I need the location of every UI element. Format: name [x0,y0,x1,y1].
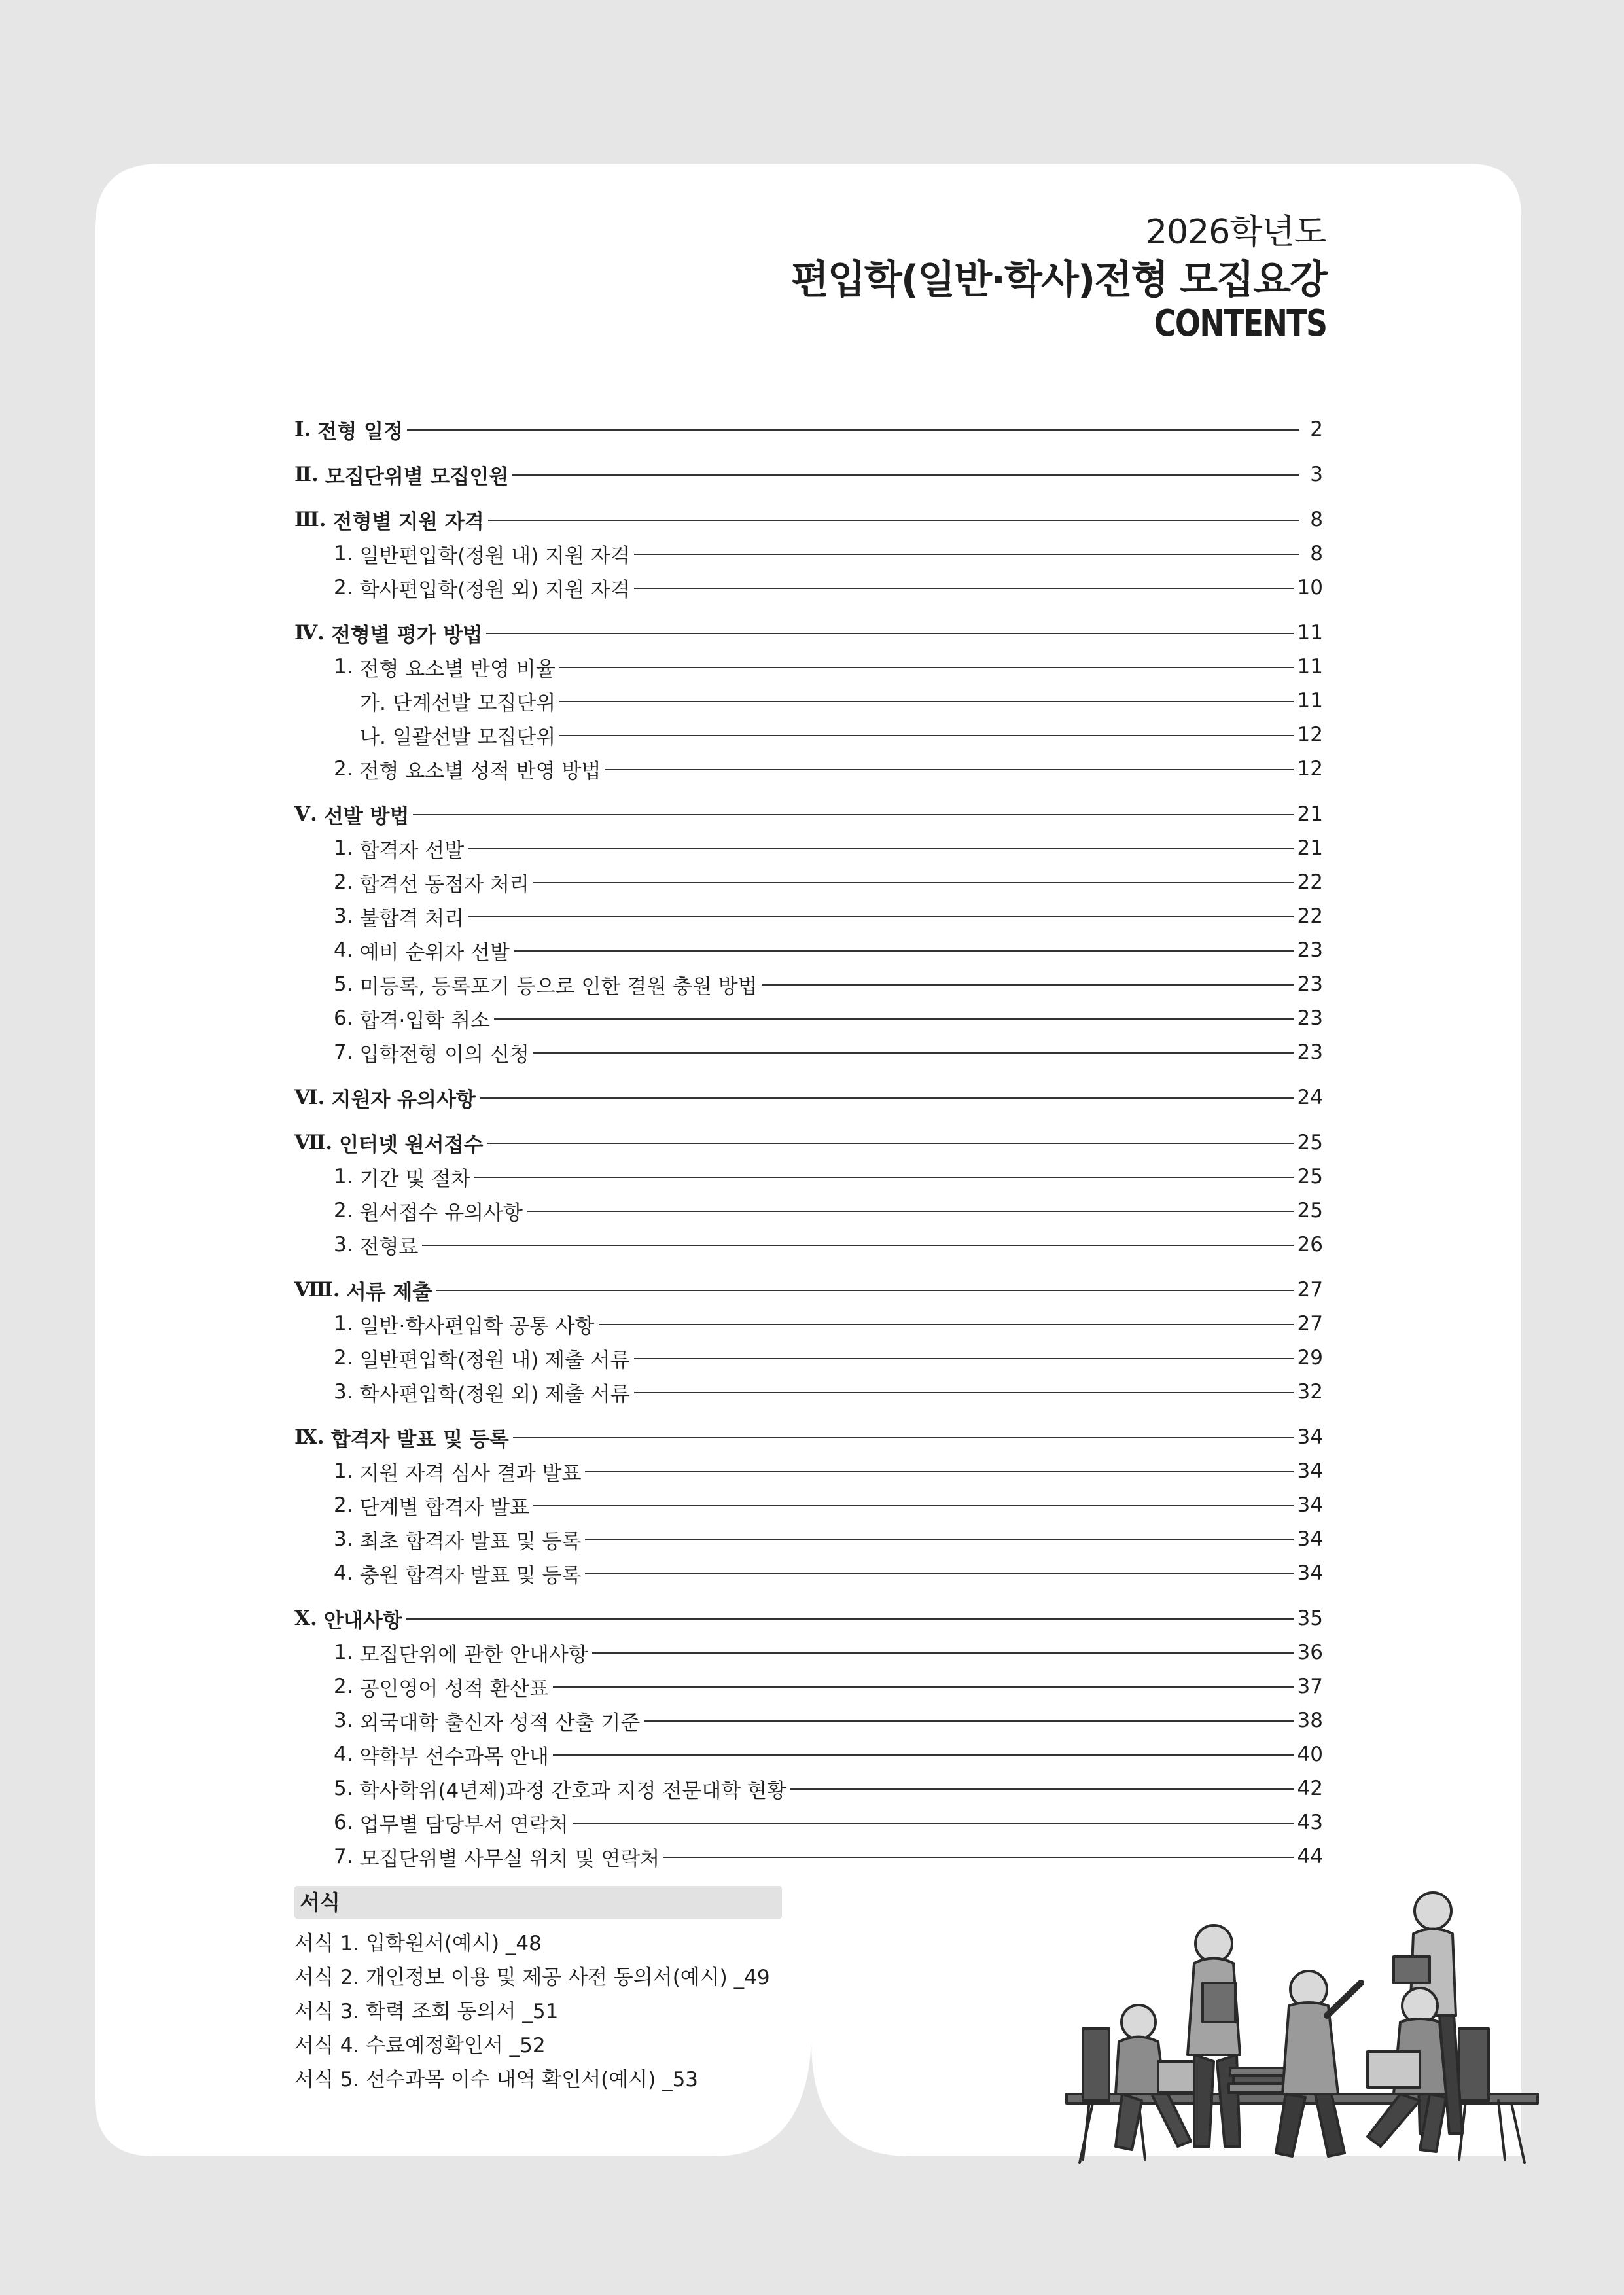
forms-list [294,1927,782,2097]
toc-entry-page: 23 [1297,938,1323,962]
toc-entry-label: 불합격 처리 [359,906,465,931]
toc-entry[interactable] [294,650,1323,684]
toc-entry-label: 일괄선발 모집단위 [392,725,556,749]
toc-entry-number: 5. [334,1777,353,1800]
toc-entry[interactable] [294,933,1323,967]
toc-leader-line [634,554,1299,555]
toc-entry[interactable] [294,831,1323,865]
toc-section [294,412,1323,446]
toc-entry-number: 1. [334,836,353,860]
toc-section [294,797,1323,1069]
toc-entry-number: 7. [334,1845,353,1868]
toc-entry-number: Ⅲ. [294,508,327,531]
toc-entry-number: 2. [334,1493,353,1517]
toc-entry-page: 11 [1297,655,1323,679]
toc-entry-number: 2. [334,1675,353,1698]
toc-entry-number: 4. [334,1561,353,1585]
toc-entry-page: 8 [1310,542,1323,565]
toc-entry-number: 7. [334,1041,353,1064]
toc-entry-label: 전형별 지원 자격 [332,510,484,534]
toc-leader-line [559,701,1293,702]
toc-entry-page: 2 [1310,418,1323,441]
toc-entry[interactable] [294,1035,1323,1069]
toc-entry-number: 1. [334,1641,353,1664]
toc-entry-page: 34 [1297,1459,1323,1483]
toc-entry-label: 약학부 선수과목 안내 [359,1745,549,1769]
toc-section [294,1080,1323,1114]
toc-section [294,1126,1323,1262]
toc-leader-line [468,916,1293,917]
toc-leader-line [512,474,1299,476]
toc-entry-label: 학사편입학(정원 외) 제출 서류 [359,1382,630,1406]
toc-entry-page: 12 [1297,757,1323,781]
toc-entry-label: 안내사항 [323,1609,402,1633]
toc-entry[interactable] [294,1556,1323,1590]
toc-entry-number: 2. [334,576,353,599]
toc-entry-number: 2. [334,1346,353,1370]
toc-leader-line [487,1143,1294,1144]
toc-leader-line [407,429,1299,431]
toc-entry-label: 인터넷 원서접수 [339,1133,484,1157]
toc-entry-label: 학사학위(4년제)과정 간호과 지정 전문대학 현황 [359,1779,786,1803]
form-item[interactable]: 서식 3. 학력 조회 동의서 _51 [294,2000,559,2023]
toc-entry-label: 일반·학사편입학 공통 사항 [359,1314,595,1338]
toc-leader-line [585,1573,1293,1574]
toc-entry-page: 3 [1310,463,1323,486]
toc-entry-label: 공인영어 성적 환산표 [359,1677,549,1701]
toc-entry-page: 43 [1297,1811,1323,1834]
toc-entry[interactable] [294,752,1323,786]
toc-entry-number: 가. [360,691,386,715]
toc-entry-page: 23 [1297,1006,1323,1030]
table-of-contents [294,412,1323,1885]
toc-entry-label: 원서접수 유의사항 [359,1201,523,1225]
toc-entry-label: 전형 요소별 성적 반영 방법 [359,759,601,783]
toc-entry-number: 3. [334,904,353,928]
toc-leader-line [406,1618,1294,1620]
toc-entry-label: 전형 요소별 반영 비율 [359,657,556,681]
form-item[interactable]: 서식 2. 개인정보 이용 및 제공 사전 동의서(예시) _49 [294,1966,770,1989]
toc-entry-number: Ⅵ. [294,1086,325,1109]
toc-leader-line [533,1505,1294,1506]
page-title: 편입학(일반·학사)전형 모집요강 [790,257,1326,303]
toc-entry-page: 36 [1297,1641,1323,1664]
toc-entry-page: 22 [1297,904,1323,928]
toc-leader-line [486,633,1293,634]
toc-entry-label: 전형 일정 [317,419,403,444]
toc-entry-page: 37 [1297,1675,1323,1698]
toc-leader-line [634,1358,1294,1359]
toc-leader-line [559,735,1293,736]
toc-entry-page: 35 [1297,1607,1323,1630]
toc-leader-line [494,1018,1294,1020]
toc-entry-label: 기간 및 절차 [359,1167,471,1191]
toc-leader-line [468,848,1293,849]
toc-leader-line [488,520,1299,521]
toc-entry[interactable] [294,1001,1323,1035]
toc-entry-label: 미등록, 등록포기 등으로 인한 결원 충원 방법 [359,974,758,999]
toc-entry[interactable] [294,1228,1323,1262]
toc-section [294,457,1323,491]
toc-entry[interactable] [294,1194,1323,1228]
forms-title: 서식 [294,1886,782,1919]
toc-entry-number: 3. [334,1380,353,1404]
toc-entry-label: 서류 제출 [346,1280,432,1304]
toc-entry-page: 12 [1297,723,1323,747]
toc-entry[interactable] [294,1601,1323,1635]
toc-entry-number: 6. [334,1006,353,1030]
toc-entry[interactable] [294,797,1323,831]
toc-entry[interactable] [294,457,1323,491]
toc-entry-label: 외국대학 출신자 성적 산출 기준 [359,1711,641,1735]
toc-entry-label: 합격·입학 취소 [359,1008,490,1033]
toc-entry-number: 나. [360,725,386,749]
toc-entry-number: Ⅶ. [294,1131,333,1154]
toc-leader-line [527,1211,1294,1212]
toc-entry-page: 21 [1297,836,1323,860]
header-year: 2026학년도 [1145,213,1326,252]
toc-entry-label: 선발 방법 [323,804,410,828]
toc-entry[interactable] [294,503,1323,537]
toc-entry-number: 5. [334,972,353,996]
toc-entry-label: 일반편입학(정원 내) 지원 자격 [359,544,630,568]
form-item[interactable]: 서식 5. 선수과목 이수 내역 확인서(예시) _53 [294,2068,699,2091]
toc-entry-label: 모집단위별 모집인원 [325,465,509,489]
toc-leader-line [762,984,1294,986]
toc-section [294,616,1323,786]
toc-entry-number: 6. [334,1811,353,1834]
toc-entry-page: 24 [1297,1086,1323,1109]
toc-entry[interactable] [294,1307,1323,1341]
toc-entry-label: 단계별 합격자 발표 [359,1495,529,1520]
toc-entry-page: 32 [1297,1380,1323,1404]
contents-heading: CONTENTS [1154,302,1326,345]
toc-entry[interactable] [294,1454,1323,1488]
toc-entry-number: Ⅹ. [294,1607,317,1630]
toc-entry-page: 25 [1297,1131,1323,1154]
toc-entry-number: 2. [334,757,353,781]
toc-entry-label: 모집단위별 사무실 위치 및 연락처 [359,1847,660,1871]
toc-entry-page: 38 [1297,1709,1323,1732]
form-item[interactable]: 서식 4. 수료예정확인서 _52 [294,2034,546,2057]
toc-leader-line [422,1245,1293,1246]
toc-entry-page: 42 [1297,1777,1323,1800]
toc-entry-page: 25 [1297,1165,1323,1188]
toc-entry[interactable] [294,412,1323,446]
toc-entry-label: 단계선발 모집단위 [392,691,556,715]
toc-entry-page: 11 [1297,689,1323,713]
toc-entry-page: 27 [1297,1278,1323,1302]
toc-entry[interactable] [294,1160,1323,1194]
toc-entry-page: 29 [1297,1346,1323,1370]
toc-entry-number: 2. [334,1199,353,1222]
toc-leader-line [599,1324,1294,1325]
toc-leader-line [514,950,1294,952]
toc-leader-line [513,1437,1294,1438]
toc-leader-line [533,882,1294,883]
toc-entry-page: 34 [1297,1425,1323,1449]
toc-entry[interactable] [294,1375,1323,1409]
toc-leader-line [559,667,1294,668]
toc-leader-line [634,1392,1294,1393]
toc-entry[interactable] [294,967,1323,1001]
toc-entry-label: 합격자 발표 및 등록 [330,1427,509,1451]
toc-entry-page: 10 [1297,576,1323,599]
toc-entry[interactable] [294,616,1323,650]
toc-leader-line [605,769,1293,770]
toc-entry[interactable] [294,1488,1323,1522]
toc-entry-page: 11 [1297,621,1323,645]
toc-entry-number: 4. [334,1743,353,1766]
toc-entry-number: 1. [334,1165,353,1188]
toc-entry[interactable] [294,571,1323,605]
forms-section [294,1886,782,2097]
toc-entry-page: 44 [1297,1845,1323,1868]
toc-entry-page: 27 [1297,1312,1323,1336]
toc-entry-number: Ⅱ. [294,463,319,486]
toc-entry-page: 8 [1310,508,1323,531]
toc-section [294,1420,1323,1590]
toc-section [294,503,1323,605]
toc-entry-number: 1. [334,655,353,679]
toc-entry[interactable] [294,1341,1323,1375]
toc-entry[interactable] [294,684,1323,718]
toc-entry-label: 합격자 선발 [359,838,465,863]
form-item[interactable]: 서식 1. 입학원서(예시) _48 [294,1932,542,1955]
toc-entry-label: 입학전형 이의 신청 [359,1042,529,1067]
toc-entry-page: 25 [1297,1199,1323,1222]
toc-entry-label: 전형료 [359,1235,419,1259]
toc-entry-page: 23 [1297,1041,1323,1064]
toc-entry[interactable] [294,1522,1323,1556]
toc-entry-page: 22 [1297,870,1323,894]
toc-entry-label: 지원 자격 심사 결과 발표 [359,1461,582,1486]
toc-entry-page: 23 [1297,972,1323,996]
toc-entry-page: 21 [1297,802,1323,826]
toc-entry-label: 예비 순위자 선발 [359,940,510,965]
toc-entry-number: 2. [334,870,353,894]
toc-entry-number: Ⅰ. [294,418,311,441]
toc-entry-number: 3. [334,1709,353,1732]
toc-leader-line [634,588,1294,589]
toc-entry[interactable] [294,865,1323,899]
toc-entry-label: 업무별 담당부서 연락처 [359,1813,569,1837]
toc-section [294,1273,1323,1409]
toc-entry[interactable] [294,899,1323,933]
toc-entry-number: 3. [334,1527,353,1551]
toc-leader-line [413,814,1293,815]
students-illustration [1053,1675,1551,2166]
toc-entry-number: 1. [334,1312,353,1336]
toc-entry-page: 34 [1297,1561,1323,1585]
toc-entry-page: 40 [1297,1743,1323,1766]
toc-entry[interactable] [294,537,1323,571]
toc-entry-label: 충원 합격자 발표 및 등록 [359,1563,582,1588]
toc-leader-line [585,1539,1293,1540]
toc-entry[interactable] [294,1635,1323,1669]
toc-leader-line [480,1097,1294,1099]
toc-leader-line [436,1290,1293,1291]
toc-entry-number: Ⅸ. [294,1425,325,1449]
toc-entry-label: 모집단위에 관한 안내사항 [359,1643,588,1667]
toc-entry-number: Ⅷ. [294,1278,340,1302]
toc-entry-number: Ⅳ. [294,621,325,645]
toc-leader-line [474,1177,1294,1178]
toc-entry[interactable] [294,1080,1323,1114]
toc-entry-label: 학사편입학(정원 외) 지원 자격 [359,578,630,602]
toc-entry-label: 최초 합격자 발표 및 등록 [359,1529,582,1554]
toc-entry[interactable] [294,1273,1323,1307]
toc-leader-line [585,1471,1293,1472]
toc-entry[interactable] [294,1420,1323,1454]
toc-entry[interactable] [294,1126,1323,1160]
toc-entry-label: 지원자 유의사항 [331,1088,476,1112]
toc-leader-line [533,1052,1294,1054]
toc-entry-number: 3. [334,1233,353,1256]
toc-entry-number: 1. [334,542,353,565]
toc-entry-label: 합격선 동점자 처리 [359,872,529,897]
toc-entry-page: 34 [1297,1493,1323,1517]
toc-entry-label: 일반편입학(정원 내) 제출 서류 [359,1348,630,1372]
toc-entry-number: 4. [334,938,353,962]
toc-entry-number: 1. [334,1459,353,1483]
toc-entry-label: 전형별 평가 방법 [330,623,483,647]
toc-entry-page: 26 [1297,1233,1323,1256]
toc-entry-number: Ⅴ. [294,802,317,826]
toc-leader-line [592,1652,1294,1654]
toc-entry[interactable] [294,718,1323,752]
toc-entry-page: 34 [1297,1527,1323,1551]
